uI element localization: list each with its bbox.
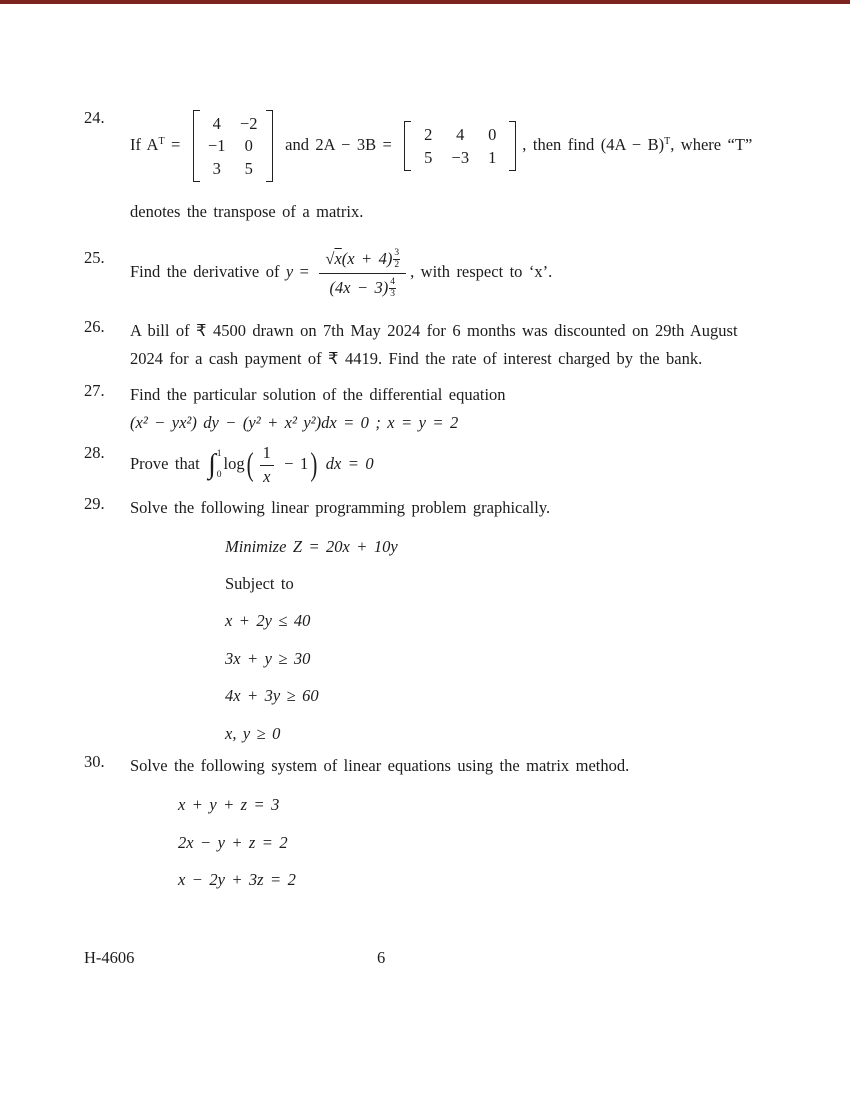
q28-tail: dx = 0 xyxy=(319,454,374,474)
page-number: 6 xyxy=(377,948,386,967)
matrix-cell: −3 xyxy=(451,147,470,167)
question-28 xyxy=(84,443,772,487)
fraction-numerator: 1 xyxy=(260,443,274,466)
equation-1: x + y + z = 3 xyxy=(178,795,280,815)
matrix-2a-minus-3b xyxy=(404,121,516,171)
question-30 xyxy=(84,752,772,890)
matrix-cell: 3 xyxy=(212,158,221,178)
question-27 xyxy=(84,381,772,437)
page-footer xyxy=(84,948,772,968)
question-28-body xyxy=(130,443,772,487)
numerator-expression: (x + 4) xyxy=(341,249,393,269)
question-24-statement xyxy=(130,108,772,184)
question-30-body xyxy=(130,752,772,890)
variable-y: y xyxy=(285,262,294,282)
q24-text-trail: , where “T” xyxy=(670,134,753,154)
left-bracket xyxy=(404,121,411,171)
q25-equals: = xyxy=(293,262,316,282)
log-function: log xyxy=(223,454,245,474)
matrix-cell: −2 xyxy=(239,114,258,133)
scan-artifact-top-edge xyxy=(0,0,850,4)
matrix-cell: 0 xyxy=(244,136,253,156)
definite-integral xyxy=(208,450,221,480)
constraint-3: 4x + 3y ≥ 60 xyxy=(225,686,319,706)
linear-system-block xyxy=(178,794,772,890)
derivative-fraction xyxy=(319,248,406,299)
integral-sign: ∫ xyxy=(208,449,216,481)
right-paren: ) xyxy=(310,445,318,483)
radicand: x xyxy=(334,249,342,269)
matrix-cell: 1 xyxy=(488,147,497,167)
matrix-cell: 4 xyxy=(212,114,221,133)
question-28-number: 28. xyxy=(84,443,105,463)
question-25 xyxy=(84,248,772,299)
question-29-number: 29. xyxy=(84,493,105,513)
equation-2: 2x − y + z = 2 xyxy=(178,832,288,852)
integral-limits xyxy=(217,450,222,480)
objective-function: Minimize Z = 20x + 10y xyxy=(225,536,398,556)
lower-limit: 0 xyxy=(216,469,222,480)
question-25-statement xyxy=(130,248,772,299)
right-bracket xyxy=(509,121,516,171)
fraction-denominator xyxy=(319,274,406,299)
matrix-cell: 5 xyxy=(244,158,253,178)
question-26 xyxy=(84,317,772,373)
matrix-body xyxy=(411,121,509,171)
matrix-cell: 0 xyxy=(488,125,497,145)
constraint-1: x + 2y ≤ 40 xyxy=(225,611,311,631)
denominator-expression: (4x − 3) xyxy=(329,278,389,298)
question-27-body xyxy=(130,381,772,437)
question-27-text: Find the particular solution of the differential equation xyxy=(130,385,506,405)
question-24-number: 24. xyxy=(84,108,105,127)
question-29-body xyxy=(130,494,772,745)
question-29-text: Solve the following linear programming problem graphically. xyxy=(130,497,551,517)
constraint-4: x, y ≥ 0 xyxy=(225,723,281,743)
transpose-superscript: T xyxy=(664,135,671,147)
question-24-body xyxy=(130,108,772,226)
q28-text-lead: Prove that xyxy=(130,454,207,474)
right-bracket xyxy=(266,110,273,182)
question-25-body xyxy=(130,248,772,299)
matrix-cell: −1 xyxy=(207,136,226,156)
fraction-numerator xyxy=(319,248,406,274)
question-26-number: 26. xyxy=(84,317,105,337)
subject-to-label: Subject to xyxy=(225,574,294,594)
q24-text-lead: If A xyxy=(130,134,159,154)
equation-3: x − 2y + 3z = 2 xyxy=(178,870,296,890)
question-28-statement xyxy=(130,443,772,487)
question-27-formula: (x² − yx²) dy − (y² + x² y²)dx = 0 ; x = y = 2 xyxy=(130,413,459,433)
question-26-text: A bill of ₹ 4500 drawn on 7th May 2024 for 6 months was discounted on 29th August 2024 for a cash payment of ₹ 4419. Find the rate of interest charged by the bank. xyxy=(130,321,738,369)
left-paren: ( xyxy=(246,445,254,483)
matrix-cell: 5 xyxy=(424,147,433,167)
radical-sign: √ xyxy=(325,249,335,269)
upper-limit: 1 xyxy=(216,449,222,460)
matrix-body xyxy=(200,110,266,182)
transpose-superscript: T xyxy=(158,135,165,147)
matrix-cell: 4 xyxy=(456,125,465,145)
matrix-cell: 2 xyxy=(424,125,433,145)
q25-text-trail: , with respect to ‘x’. xyxy=(410,262,553,282)
question-24 xyxy=(84,108,772,226)
question-30-number: 30. xyxy=(84,752,105,772)
minus-one: − 1 xyxy=(277,454,309,474)
q25-text-lead: Find the derivative of xyxy=(130,262,286,282)
question-27-number: 27. xyxy=(84,381,105,401)
left-bracket xyxy=(193,110,200,182)
question-25-number: 25. xyxy=(84,248,105,268)
constraint-2: 3x + y ≥ 30 xyxy=(225,648,311,668)
exponent-four-thirds: $\frac{4}{3}$ xyxy=(390,277,396,299)
fraction-denominator: x xyxy=(263,466,271,486)
question-30-text: Solve the following system of linear equations using the matrix method. xyxy=(130,756,630,776)
q24-text-find: , then find (4A − B) xyxy=(522,134,665,154)
exponent-three-halves: $\frac{3}{2}$ xyxy=(394,248,400,270)
q24-line-2: denotes the transpose of a matrix. xyxy=(130,202,364,222)
paper-code: H-4606 xyxy=(84,948,135,967)
question-29 xyxy=(84,494,772,745)
q24-text-mid: and 2A − 3B = xyxy=(278,134,399,154)
q24-equals: = xyxy=(164,134,187,154)
matrix-a-transpose xyxy=(193,110,273,182)
lp-problem-block xyxy=(225,536,772,745)
one-over-x-fraction xyxy=(260,443,274,487)
